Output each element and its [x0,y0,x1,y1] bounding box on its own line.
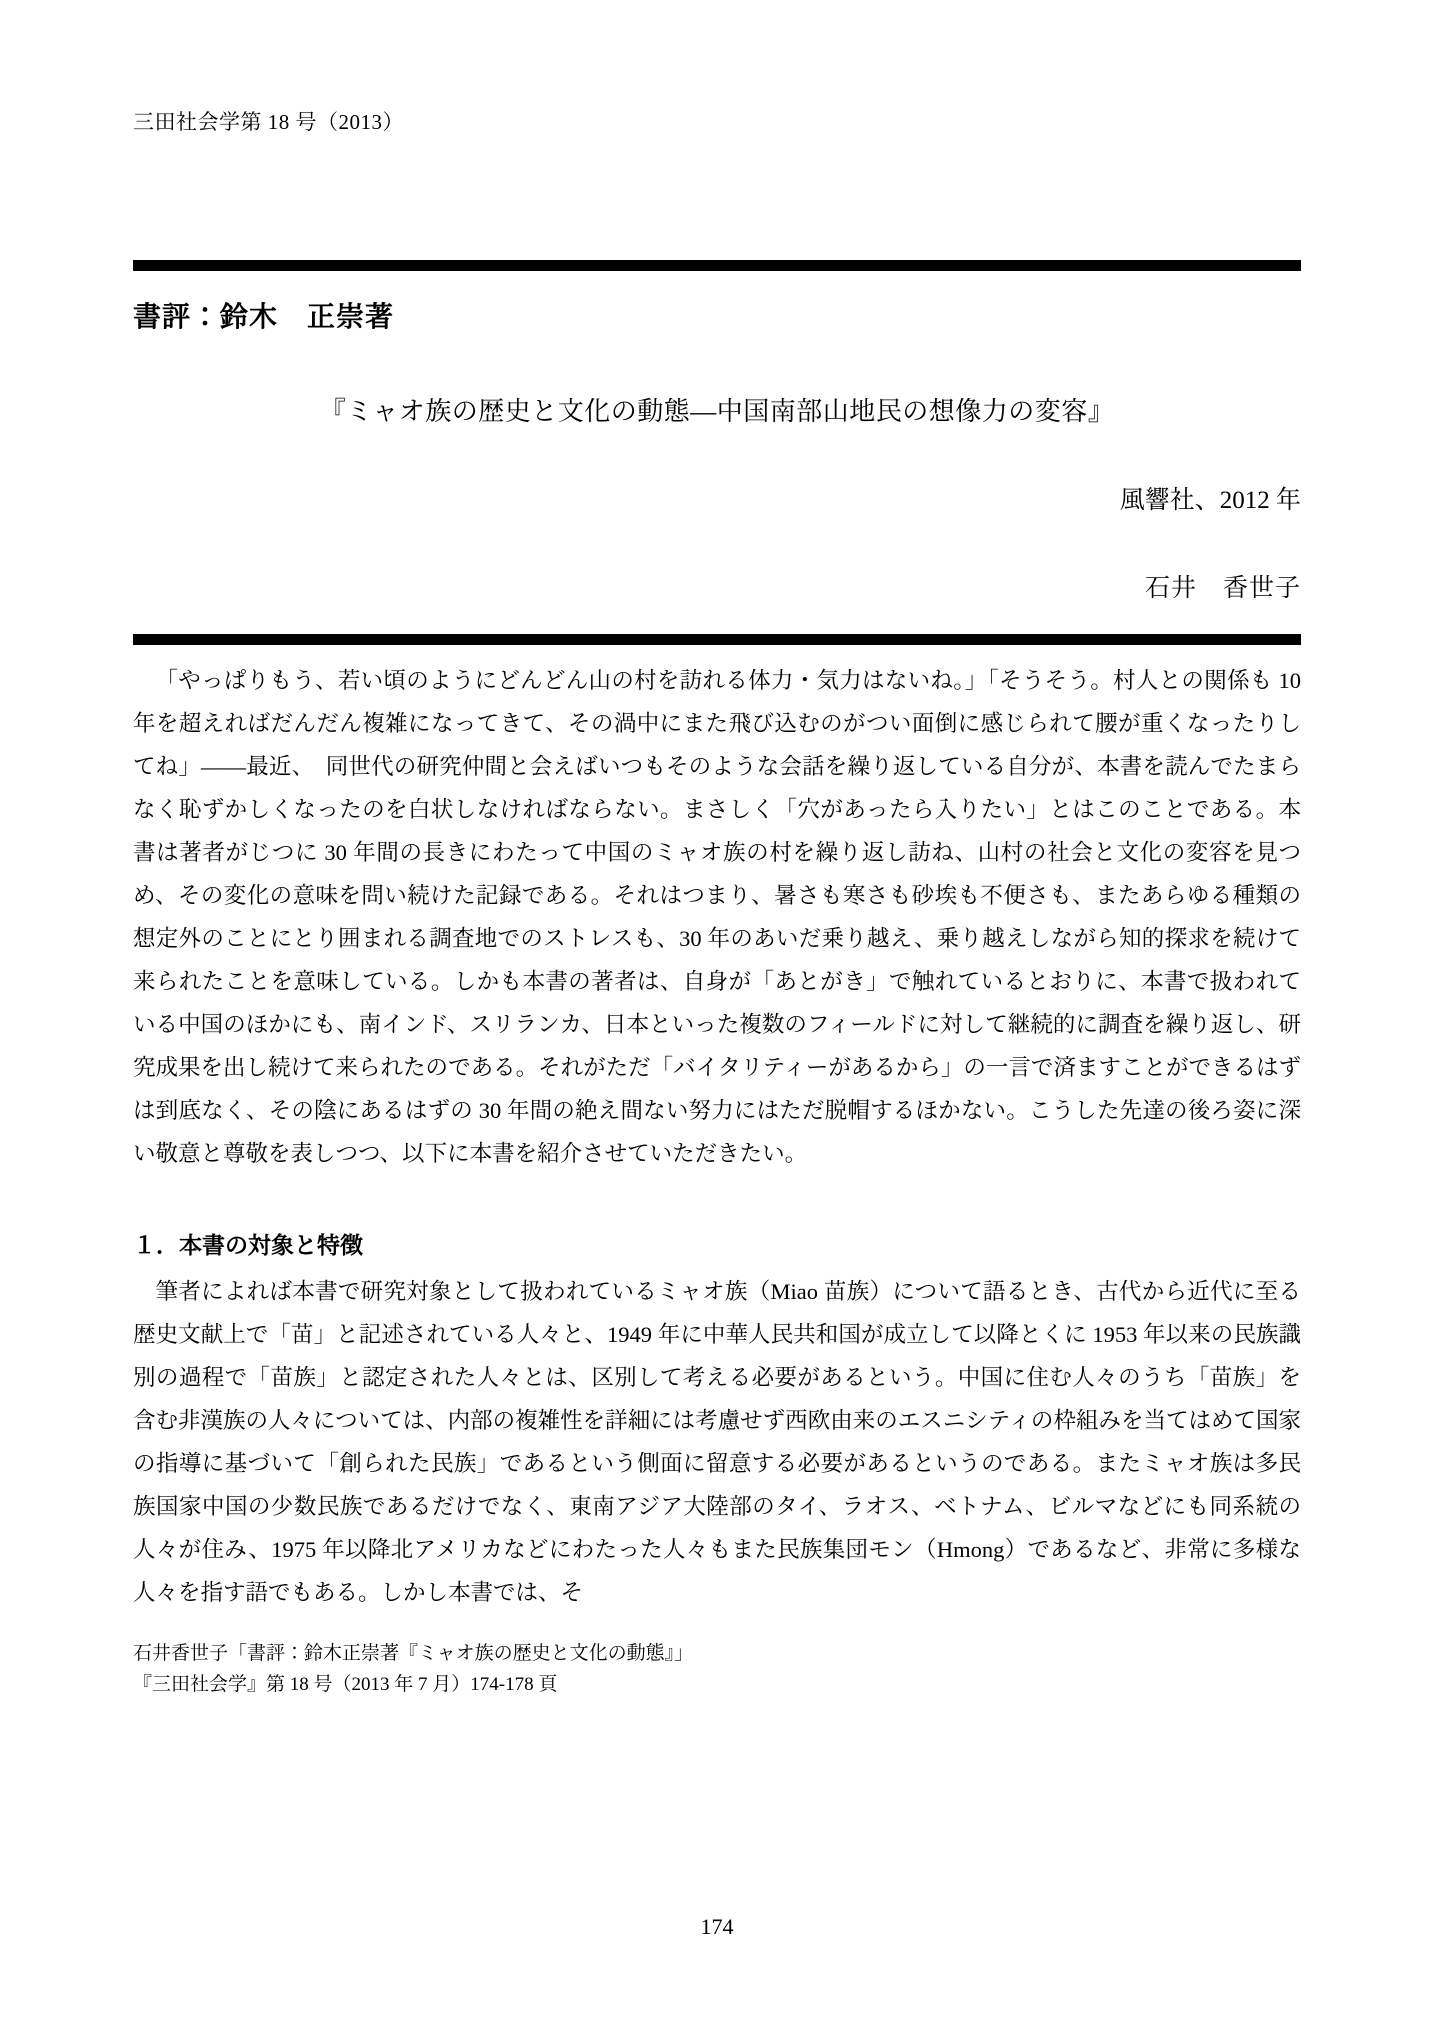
running-header: 三田社会学第 18 号（2013） [133,110,404,134]
bottom-rule [133,634,1301,645]
page-content [133,0,1301,1700]
publisher-year: 風響社、2012 年 [1119,487,1301,514]
top-rule [133,260,1301,271]
section-1-heading: １．本書の対象と特徴 [133,1232,363,1258]
review-heading: 書評：鈴木 正崇著 [133,302,395,333]
section-1-paragraph: 筆者によれば本書で研究対象として扱われているミャオ族（Miao 苗族）について語るとき、古代から近代に至る歴史文献上で「苗」と記述されている人々と、1949 年に中華人民共和国が成立して以降とくに 1953 年以来の民族識別の過程で「苗族」と認定された人々とは、区別して考える必要があるという。中国に住む人々のうち「苗族」を含む非漢族の人々については、内部の複雑性を詳細には考慮せず西欧由来のエスニシティの枠組みを当てはめて国家の指導に基づいて「創られた民族」であるという側面に留意する必要があるというのである。またミャオ族は多民族国家中国の少数民族であるだけでなく、東南アジア大陸部のタイ、ラオス、ベトナム、ビルマなどにも同系統の人々が住み、1975 年以降北アメリカなどにわたった人々もまた民族集団モン（Hmong）であるなど、非常に多様な人々を指す語でもある。しかし本書では、そ [133,1279,1301,1605]
reviewer-name: 石井 香世子 [1144,575,1301,602]
citation-note [133,1638,1301,1700]
page-number: 174 [700,1914,734,1939]
book-title: 『ミャオ族の歴史と文化の動態―中国南部山地民の想像力の変容』 [319,397,1115,426]
intro-paragraph: 「やっぱりもう、若い頃のようにどんどん山の村を訪れる体力・気力はないね。」「そうそう。村人との関係も 10 年を超えればだんだん複雑になってきて、その渦中にまた飛び込むのがつい面倒に感じられて腰が重くなったりしてね」――最近、 同世代の研究仲間と会えばいつもそのような会話を繰り返している自分が、本書を読んでたまらなく恥ずかしくなったのを白状しなければならない。まさしく「穴があったら入りたい」とはこのことである。本書は著者がじつに 30 年間の長きにわたって中国のミャオ族の村を繰り返し訪ね、山村の社会と文化の変容を見つめ、その変化の意味を問い続けた記録である。それはつまり、暑さも寒さも砂埃も不便さも、またあらゆる種類の想定外のことにとり囲まれる調査地でのストレスも、30 年のあいだ乗り越え、乗り越えしながら知的探求を続けて来られたことを意味している。しかも本書の著者は、自身が「あとがき」で触れているとおりに、本書で扱われている中国のほかにも、南インド、スリランカ、日本といった複数のフィールドに対して継続的に調査を繰り返し、研究成果を出し続けて来られたのである。それがただ「バイタリティーがあるから」の一言で済ますことができるはずは到底なく、その陰にあるはずの 30 年間の絶え間ない努力にはただ脱帽するほかない。こうした先達の後ろ姿に深い敬意と尊敬を表しつつ、以下に本書を紹介させていただきたい。 [133,668,1301,1166]
citation-line-2: 『三田社会学』第 18 号（2013 年 7 月）174-178 頁 [133,1674,558,1695]
citation-line-1: 石井香世子「書評：鈴木正崇著『ミャオ族の歴史と文化の動態』」 [133,1643,694,1664]
